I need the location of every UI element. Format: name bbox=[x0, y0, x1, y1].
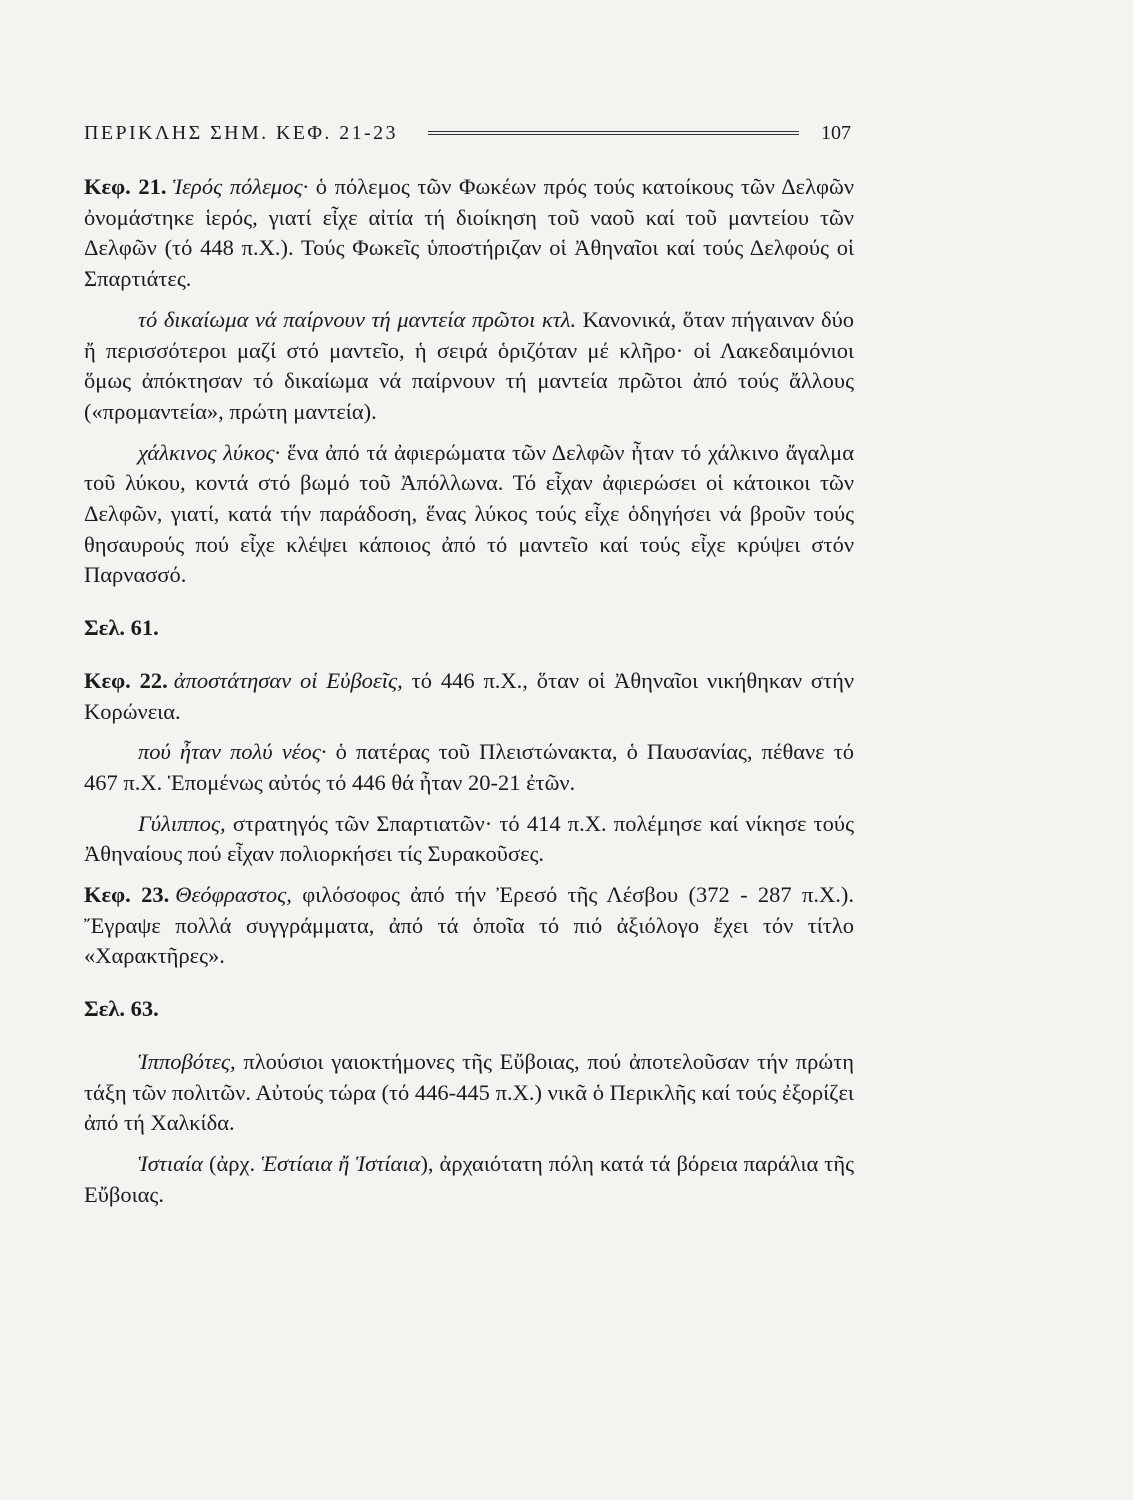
note-text: (ἀρχ. bbox=[202, 1150, 262, 1176]
page-ref: Σελ. 63. bbox=[84, 996, 159, 1022]
note-text: ἕνα ἀπό τά ἀφιερώματα τῶν Δελφῶν ἦταν τό χάλκινο ἄγαλμα τοῦ λύκου, κοντά στό βωμό τοῦ Ἀπόλλωνα. Τό εἶχαν ἀφιερώσει οἱ κάτοικοι τῶν Δελφῶν, γιατί, κατά τήν παράδοση, ἕνας λύκος τούς εἶχε ὁδηγήσει νά βροῦν τούς θησαυρούς πού εἶχε κλέψει κάποιος ἀπό τό μαντεῖο καί τούς εἶχε κρύψει στόν Παρνασσό. bbox=[84, 439, 854, 588]
lemma: Ἱερός πόλεμος· bbox=[172, 174, 309, 199]
note-text: φιλόσοφος ἀπό τήν Ἐρεσό τῆς Λέσβου (372 - 287 π.Χ.). Ἔγραψε πολλά συγγράμματα, ἀπό τά ὁποῖα τό πιό ἀξιόλογο ἔχει τόν τίτλο «Χαρακτῆρες». bbox=[84, 882, 854, 969]
note-text: Κανονικά, ὅταν πήγαιναν δύο ἤ περισσότεροι μαζί στό μαντεῖο, ἡ σειρά ὁριζόταν μέ κλῆρο· οἱ Λακεδαιμόνιοι ὅμως ἀπόκτησαν τό δικαίωμα νά παίρνουν τή μαντεία πρῶτοι ἀπό τούς ἄλλους («προμαντεία», πρώτη μαντεία). bbox=[84, 306, 854, 424]
note-ch22-gylippus bbox=[84, 809, 854, 870]
page-header bbox=[84, 118, 851, 148]
page-number: 107 bbox=[821, 121, 851, 144]
note-ch21-bronze-wolf bbox=[84, 438, 854, 592]
note-ch23-theophrastus bbox=[84, 880, 854, 972]
note-ch22-euboeans bbox=[84, 666, 854, 727]
lemma: τό δικαίωμα νά παίρνουν τή μαντεία πρῶτοι κτλ. bbox=[138, 306, 577, 332]
note-text: στρατηγός τῶν Σπαρτιατῶν· τό 414 π.Χ. πολέμησε καί νίκησε τούς Ἀθηναίους πού εἶχαν πολιορκήσει τίς Συρακοῦσες. bbox=[84, 810, 854, 867]
running-title: ΠΕΡΙΚΛΗΣ ΣΗΜ. ΚΕΦ. 21-23 bbox=[84, 121, 398, 144]
chapter-ref: Κεφ. 23. bbox=[84, 882, 170, 908]
lemma: ἀποστάτησαν οἱ Εὐβοεῖς, bbox=[173, 667, 403, 693]
page-ref-63 bbox=[84, 994, 854, 1025]
note-ch23-hippobotae bbox=[84, 1047, 854, 1139]
note-text: πλούσιοι γαιοκτήμονες τῆς Εὔβοιας, πού ἀποτελοῦσαν τήν πρώτη τάξη τῶν πολιτῶν. Αὐτούς τώρα (τό 446-445 π.Χ.) νικᾶ ὁ Περικλῆς καί τούς ἐξορίζει ἀπό τή Χαλκίδα. bbox=[84, 1048, 854, 1136]
note-ch22-young bbox=[84, 737, 854, 798]
lemma: Γύλιππος, bbox=[138, 810, 226, 836]
note-ch21-right bbox=[84, 305, 854, 428]
note-text: ὁ πόλεμος τῶν Φωκέων πρός τούς κατοίκους τῶν Δελφῶν ὀνομάστηκε ἱερός, γιατί εἶχε αἰτία τή διοίκηση τοῦ ναοῦ καί τοῦ μαντείου τῶν Δελφῶν (τό 448 π.Χ.). Τούς Φωκεῖς ὑποστήριζαν οἱ Ἀθηναῖοι καί τούς Δελφούς οἱ Σπαρτιάτες. bbox=[84, 174, 855, 292]
chapter-ref: Κεφ. 21. bbox=[84, 174, 167, 199]
lemma: Ἑστίαια ἤ Ἱστίαια bbox=[261, 1150, 421, 1176]
page-ref: Σελ. 61. bbox=[84, 615, 159, 641]
page-ref-61 bbox=[84, 613, 854, 644]
lemma: Ἱστιαία bbox=[138, 1150, 203, 1176]
note-ch21-sacred-war bbox=[84, 172, 854, 295]
lemma: Θεόφραστος, bbox=[175, 882, 292, 908]
note-text: τό 446 π.Χ., ὅταν οἱ Ἀθηναῖοι νικήθηκαν στήν Κορώνεια. bbox=[84, 667, 855, 724]
lemma: χάλκινος λύκος· bbox=[138, 439, 281, 465]
note-text: ὁ πατέρας τοῦ Πλειστώνακτα, ὁ Παυσανίας, πέθανε τό 467 π.Χ. Ἑπομένως αὐτός τό 446 θά ἦταν 20-21 ἐτῶν. bbox=[84, 739, 854, 795]
page-body bbox=[84, 172, 854, 1210]
lemma: πού ἦταν πολύ νέος· bbox=[138, 739, 327, 765]
header-rule bbox=[428, 131, 799, 135]
chapter-ref: Κεφ. 22. bbox=[84, 667, 168, 693]
note-ch23-histiaea bbox=[84, 1149, 854, 1210]
note-text: ), ἀρχαιότατη πόλη κατά τά βόρεια παράλια τῆς Εὔβοιας. bbox=[84, 1150, 855, 1207]
lemma: Ἱπποβότες, bbox=[138, 1048, 236, 1074]
